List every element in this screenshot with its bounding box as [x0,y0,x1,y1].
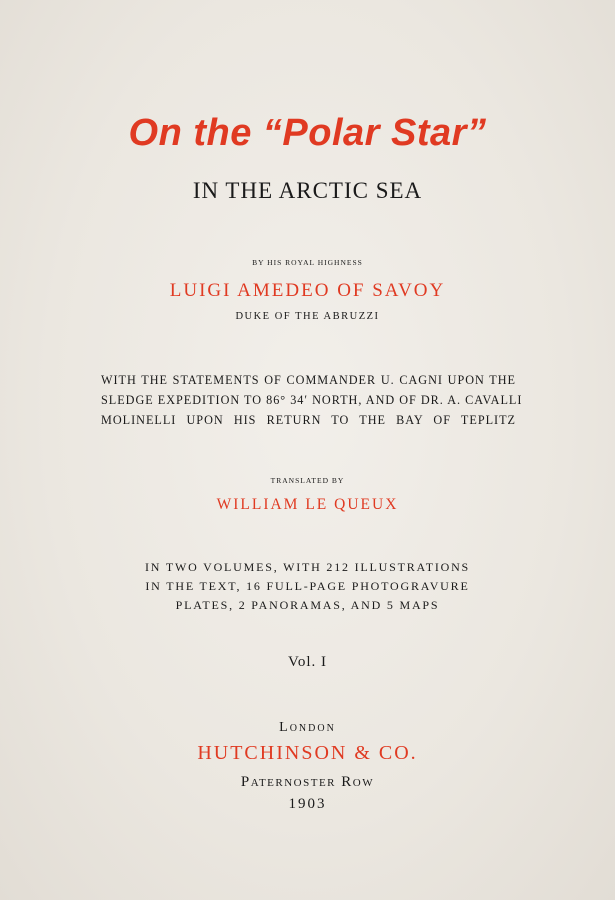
byline: BY HIS ROYAL HIGHNESS [252,258,363,267]
statements-paragraph [101,370,523,430]
statements-line: WITH THE STATEMENTS OF COMMANDER U. CAGNI UPON THE [101,373,516,387]
volume-number: Vol. I [287,654,328,670]
volumes-info-line: IN TWO VOLUMES, WITH 212 ILLUSTRATIONS [144,560,471,574]
translator-name: WILLIAM LE QUEUX [216,496,399,513]
author-name: LUIGI AMEDEO OF SAVOY [169,280,446,301]
book-title: On the “Polar Star” [128,112,487,154]
statements-line: SLEDGE EXPEDITION TO 86° 34′ NORTH, AND OF DR. A. CAVALLI [101,393,523,407]
volumes-info-line: IN THE TEXT, 16 FULL-PAGE PHOTOGRAVURE [145,579,470,593]
volumes-info-line: PLATES, 2 PANORAMAS, AND 5 MAPS [175,598,440,612]
volumes-info [0,558,615,615]
publisher-address: Paternoster Row [240,774,375,790]
publication-year: 1903 [288,796,327,812]
translated-by-label: TRANSLATED BY [270,476,345,485]
statements-line: MOLINELLI UPON HIS RETURN TO THE BAY OF TEPLITZ [101,413,516,427]
book-subtitle: IN THE ARCTIC SEA [192,178,423,203]
author-title: DUKE OF THE ABRUZZI [235,311,380,322]
publisher-name: HUTCHINSON & CO. [197,742,418,764]
publisher-city: London [279,720,336,735]
